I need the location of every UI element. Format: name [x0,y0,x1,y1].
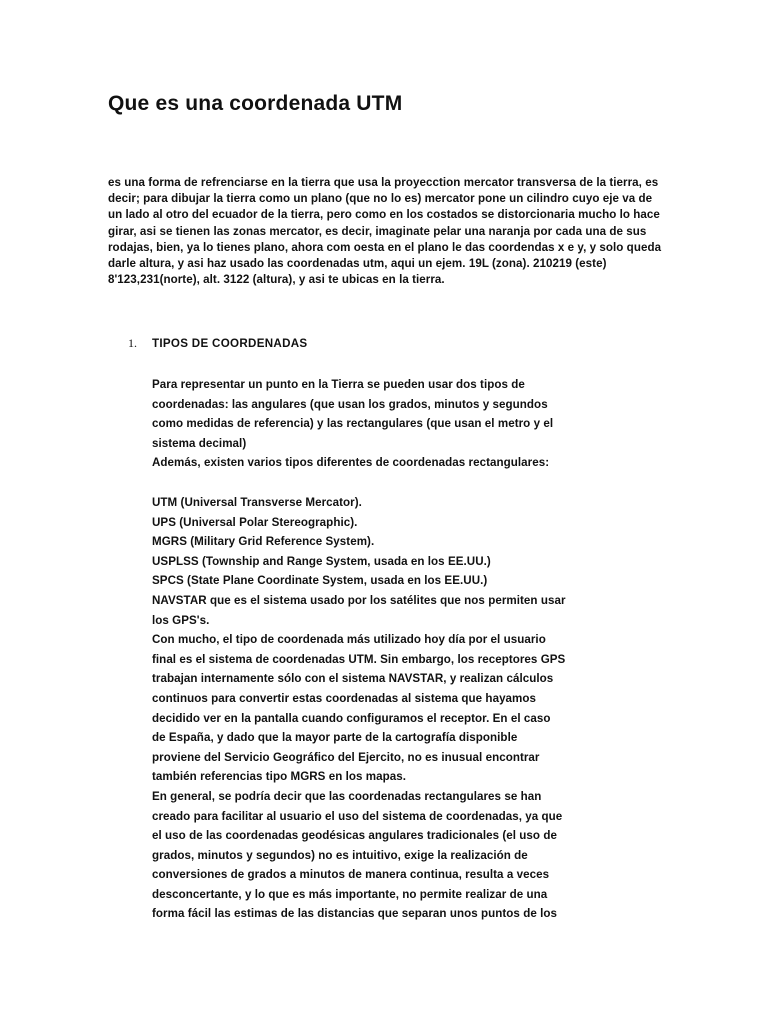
text-line: creado para facilitar al usuario el uso del sistema de coordenadas, ya que [152,809,563,823]
list-heading: TIPOS DE COORDENADAS [152,337,308,350]
text-line: de España, y dado que la mayor parte de la cartografía disponible [152,731,518,745]
text-line: Para representar un punto en la Tierra se pueden usar dos tipos de [152,378,525,391]
text-line: sistema decimal) [152,436,247,450]
text-line: NAVSTAR que es el sistema usado por los satélites que nos permiten usar [152,593,566,607]
list-number: 1. [128,336,137,350]
text-line: MGRS (Military Grid Reference System). [152,535,375,549]
text-line: los GPS's. [152,613,210,627]
text-line: también referencias tipo MGRS en los mapas. [152,770,407,784]
text-line: Además, existen varios tipos diferentes de coordenadas rectangulares: [152,456,550,470]
intro-paragraph: es una forma de refrenciarse en la tierra que usa la proyecction mercator transversa de la tierra, es decir; para dibujar la tierra como un plano (que no lo es) mercator pone un cilindro cuyo eje va de un lado al otro del ecuador de la tierra, pero como en los costados se distorcionaria mucho lo hace girar, asi se tienen las zonas mercator, es decir, imaginate pelar una naranja por cada una de sus rodajas, bien, ya lo tienes plano, ahora com oesta en el plano le das coordendas x e y, y solo queda darle altura, y asi haz usado las coordenadas utm, aqui un ejem. 19L (zona). 210219 (este) 8'123,231(norte), alt. 3122 (altura), y asi te ubicas en la tierra. [108,176,662,287]
text-line: decidido ver en la pantalla cuando configuramos el receptor. En el caso [152,711,551,725]
text-line: el uso de las coordenadas geodésicas angulares tradicionales (el uso de [152,829,557,843]
text-line: coordenadas: las angulares (que usan los grados, minutos y segundos [152,397,548,411]
page-title: Que es una coordenada UTM [108,92,403,115]
systems-paragraph [152,493,662,924]
text-line: conversiones de grados a minutos de manera continua, resulta a veces [152,868,550,882]
text-line: En general, se podría decir que las coordenadas rectangulares se han [152,789,542,803]
text-line: final es el sistema de coordenadas UTM. Sin embargo, los receptores GPS [152,652,566,666]
text-line: proviene del Servicio Geográfico del Ejercito, no es inusual encontrar [152,750,540,764]
text-line: desconcertante, y lo que es más importante, no permite realizar de una [152,887,548,901]
text-line: UPS (Universal Polar Stereographic). [152,515,358,529]
text-line: continuos para convertir estas coordenadas al sistema que hayamos [152,691,537,705]
text-line: UTM (Universal Transverse Mercator). [152,496,362,509]
text-line: trabajan internamente sólo con el sistema NAVSTAR, y realizan cálculos [152,672,554,686]
text-line: USPLSS (Township and Range System, usada en los EE.UU.) [152,554,491,568]
text-line: SPCS (State Plane Coordinate System, usada en los EE.UU.) [152,574,488,588]
text-line: forma fácil las estimas de las distancias que separan unos puntos de los [152,907,558,921]
coordinate-types-paragraph [152,375,662,473]
text-line: como medidas de referencia) y las rectangulares (que usan el metro y el [152,417,554,431]
text-line: grados, minutos y segundos) no es intuitivo, exige la realización de [152,848,528,862]
text-line: Con mucho, el tipo de coordenada más utilizado hoy día por el usuario [152,633,546,647]
